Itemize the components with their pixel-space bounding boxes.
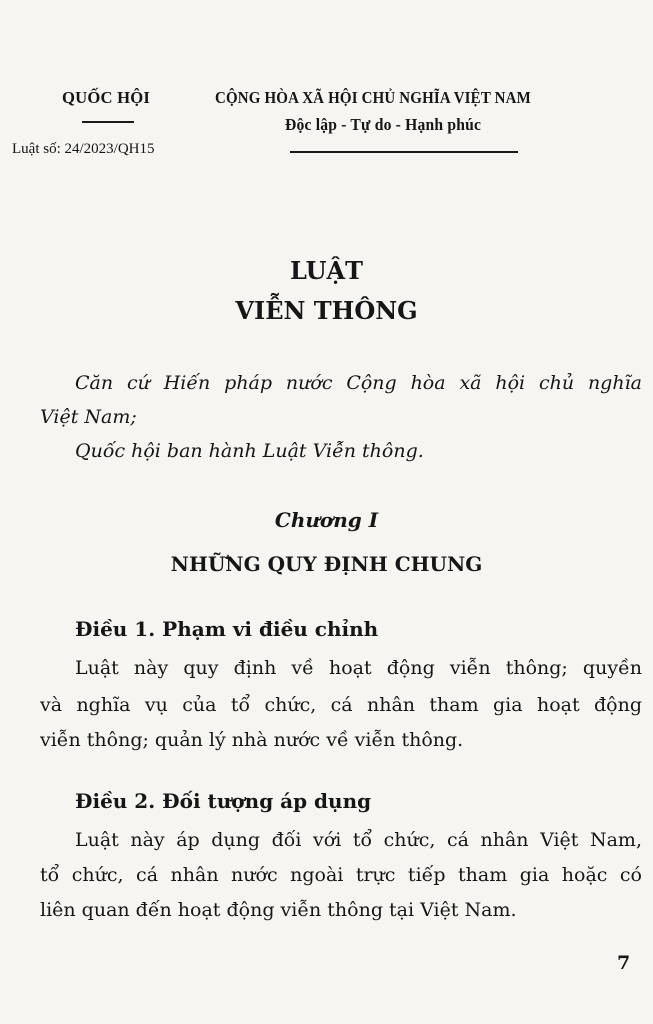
preamble-line: Căn cứ Hiến pháp nước Cộng hòa xã hội chủ nghĩa xyxy=(75,372,642,394)
chapter-title: NHỮNG QUY ĐỊNH CHUNG xyxy=(170,552,483,576)
article-line: Luật này quy định về hoạt động viễn thông; quyền xyxy=(75,657,642,679)
issuer-heading: QUỐC HỘI xyxy=(62,88,151,107)
page-number: 7 xyxy=(617,952,631,974)
chapter-number: Chương I xyxy=(274,508,379,532)
article-line: và nghĩa vụ của tổ chức, cá nhân tham gia hoạt động xyxy=(40,694,642,716)
article-line: viễn thông; quản lý nhà nước về viễn thông. xyxy=(40,729,464,751)
article-heading: Điều 2. Đối tượng áp dụng xyxy=(75,789,372,813)
issuer-underline xyxy=(82,121,134,123)
article-heading: Điều 1. Phạm vi điều chỉnh xyxy=(75,617,379,641)
law-number: Luật số: 24/2023/QH15 xyxy=(12,141,155,157)
article-line: Luật này áp dụng đối với tổ chức, cá nhân Việt Nam, xyxy=(75,829,642,851)
preamble-line: Việt Nam; xyxy=(40,406,137,428)
law-title: VIỄN THÔNG xyxy=(235,296,418,325)
motto: Độc lập - Tự do - Hạnh phúc xyxy=(285,115,482,134)
article-line: tổ chức, cá nhân nước ngoài trực tiếp tham gia hoặc có xyxy=(40,864,642,886)
motto-underline xyxy=(290,151,518,153)
article-line: liên quan đến hoạt động viễn thông tại Việt Nam. xyxy=(40,899,517,921)
preamble-line: Quốc hội ban hành Luật Viễn thông. xyxy=(75,440,424,462)
law-title-label: LUẬT xyxy=(290,256,363,285)
nation-heading: CỘNG HÒA XÃ HỘI CHỦ NGHĨA VIỆT NAM xyxy=(215,88,531,107)
